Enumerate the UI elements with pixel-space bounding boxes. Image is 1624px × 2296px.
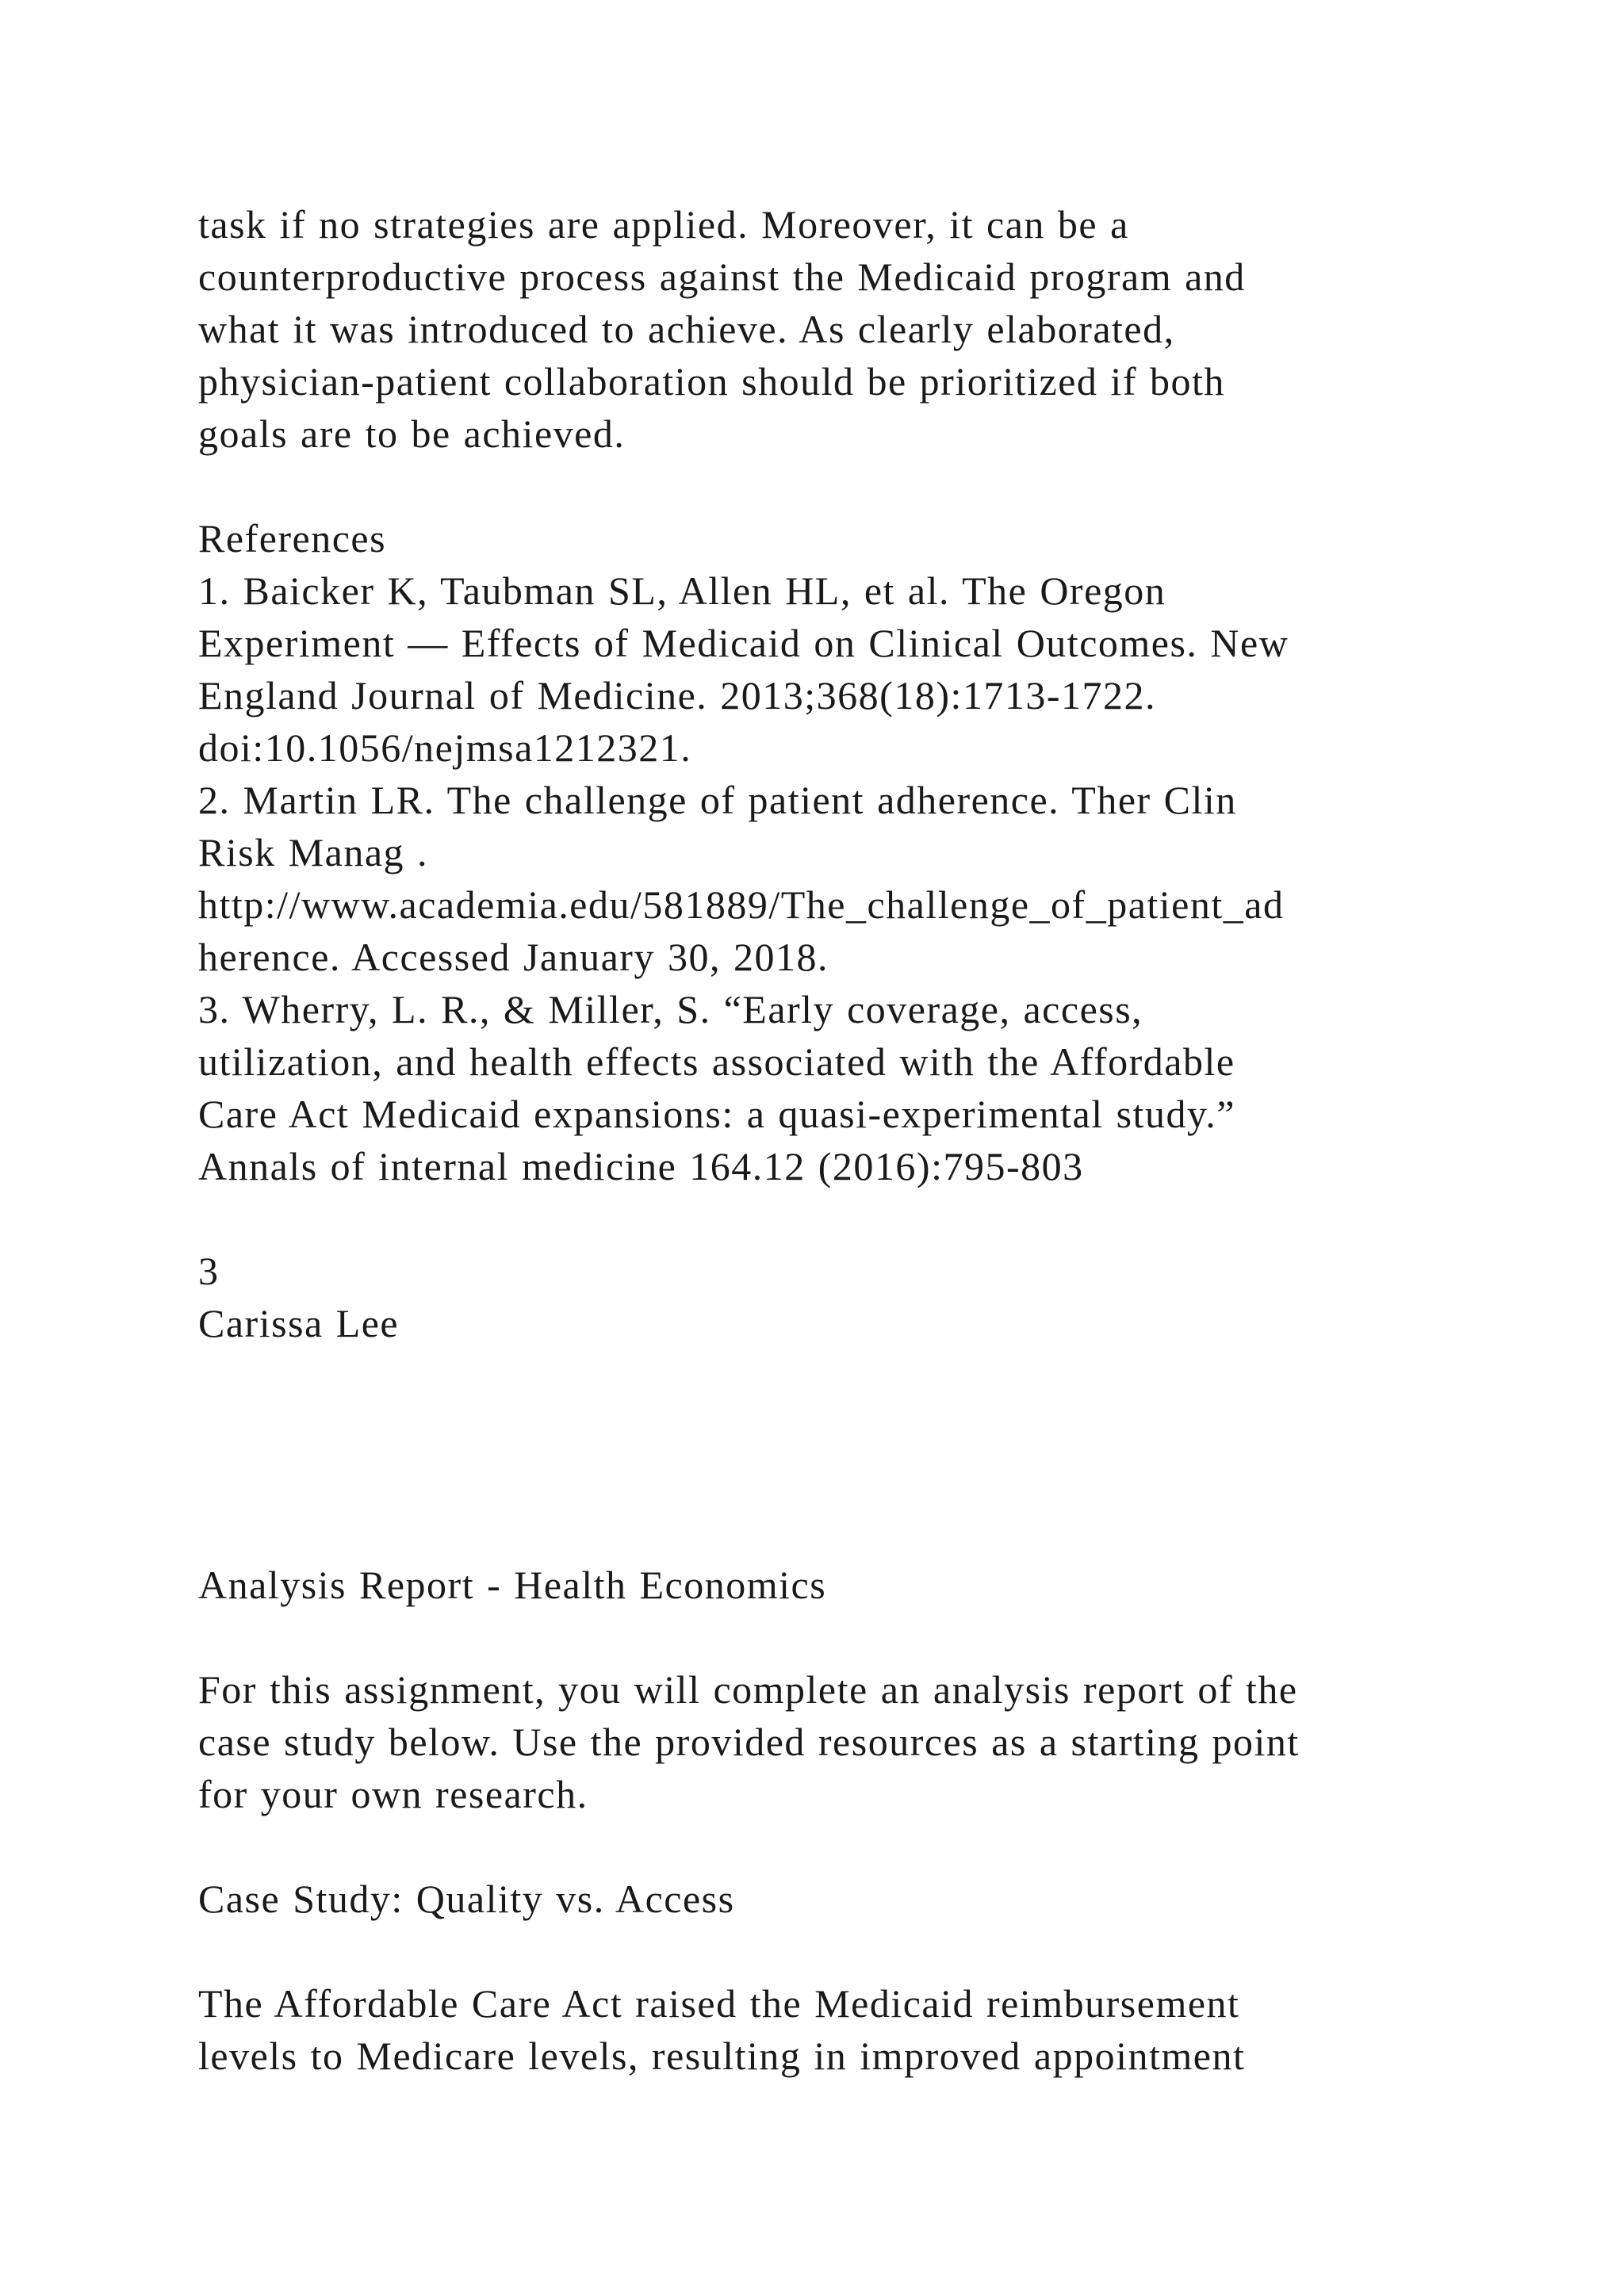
reference-link[interactable]: http://www.academia.edu/581889/The_challenge_of_patient_ad: [198, 882, 1285, 927]
case-study-paragraph: [198, 1977, 1546, 2082]
reference-line: Risk Manag .: [198, 830, 429, 874]
paragraph-line: for your own research.: [198, 1772, 588, 1816]
paragraph-line: physician-patient collaboration should be prioritized if both: [198, 359, 1225, 404]
page-number: 3: [198, 1249, 220, 1293]
references-section: [198, 512, 1546, 1192]
case-study-heading-block: [198, 1873, 1546, 1925]
reference-line: England Journal of Medicine. 2013;368(18):1713-1722.: [198, 673, 1157, 718]
author-name: Carissa Lee: [198, 1301, 400, 1345]
paragraph-line: counterproductive process against the Medicaid program and: [198, 254, 1246, 299]
paragraph-line: The Affordable Care Act raised the Medicaid reimbursement: [198, 1981, 1240, 2026]
paragraph-line: For this assignment, you will complete an analysis report of the: [198, 1667, 1298, 1712]
paragraph-line: case study below. Use the provided resources as a starting point: [198, 1720, 1300, 1764]
reference-line: 1. Baicker K, Taubman SL, Allen HL, et al. The Oregon: [198, 568, 1166, 613]
page-footer: [198, 1245, 1546, 1349]
closing-paragraph: [198, 198, 1546, 460]
case-study-heading: Case Study: Quality vs. Access: [198, 1877, 735, 1921]
reference-line: herence. Accessed January 30, 2018.: [198, 935, 829, 979]
instructions-paragraph: [198, 1663, 1546, 1820]
paragraph-line: goals are to be achieved.: [198, 411, 626, 456]
reference-line: 3. Wherry, L. R., & Miller, S. “Early coverage, access,: [198, 987, 1143, 1031]
reference-line: utilization, and health effects associated with the Affordable: [198, 1039, 1235, 1084]
paragraph-line: what it was introduced to achieve. As clearly elaborated,: [198, 307, 1175, 351]
references-heading: References: [198, 516, 387, 561]
reference-line: Care Act Medicaid expansions: a quasi-experimental study.”: [198, 1092, 1235, 1136]
reference-line: doi:10.1056/nejmsa1212321.: [198, 725, 692, 770]
reference-line: 2. Martin LR. The challenge of patient adherence. Ther Clin: [198, 778, 1237, 822]
assignment-title-block: [198, 1559, 1546, 1611]
reference-line: Annals of internal medicine 164.12 (2016):795-803: [198, 1144, 1084, 1188]
reference-line: Experiment — Effects of Medicaid on Clinical Outcomes. New: [198, 621, 1289, 665]
paragraph-line: task if no strategies are applied. Moreover, it can be a: [198, 202, 1129, 247]
assignment-title: Analysis Report - Health Economics: [198, 1563, 827, 1607]
paragraph-line: levels to Medicare levels, resulting in improved appointment: [198, 2034, 1246, 2078]
